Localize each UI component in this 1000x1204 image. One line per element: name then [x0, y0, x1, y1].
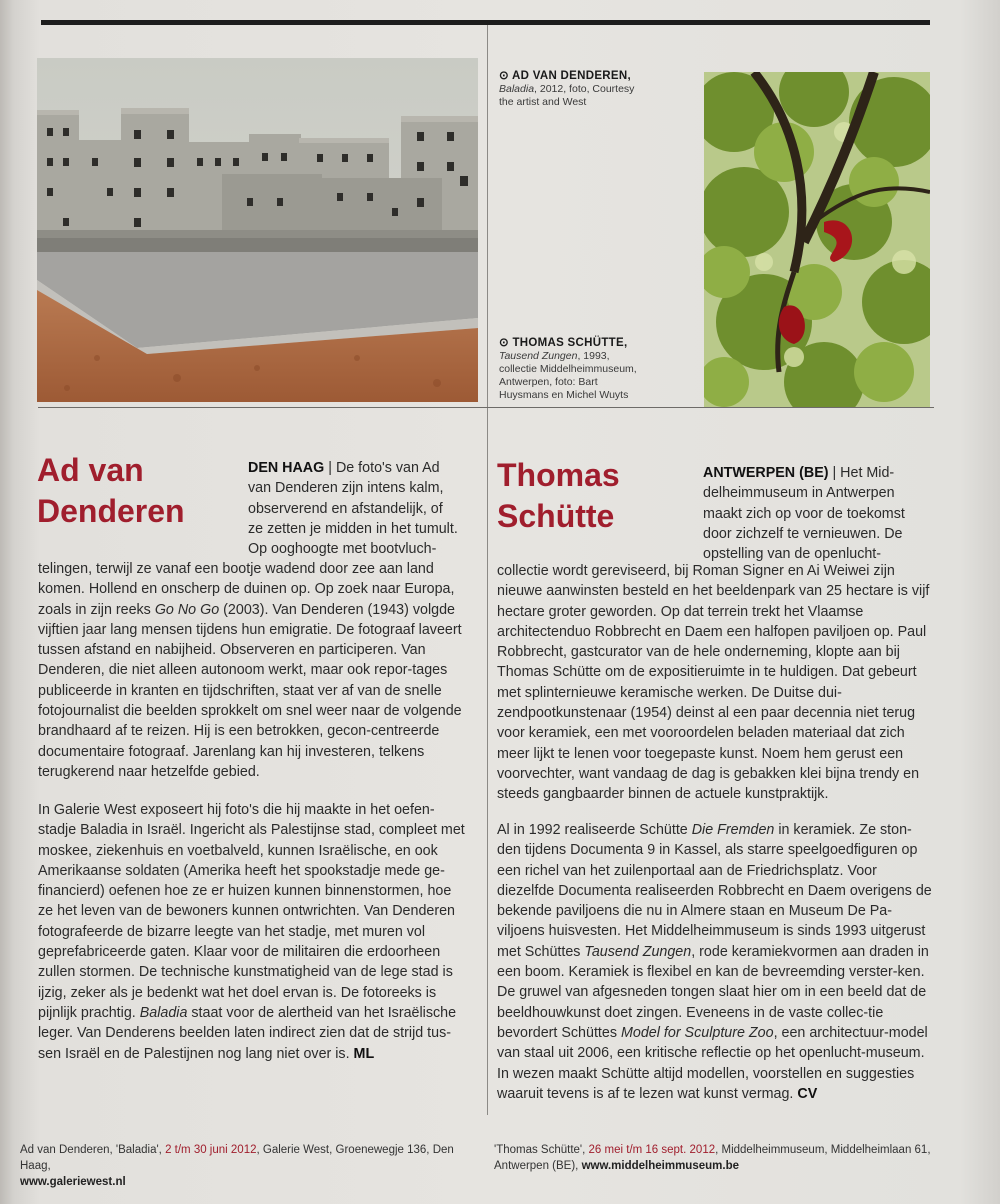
left-p2-italic: Baladia: [139, 1004, 188, 1021]
left-footer-dates: 2 t/m 30 juni 2012: [165, 1144, 257, 1156]
section-rule: [38, 407, 934, 408]
schutte-caption: [499, 337, 639, 402]
baladia-caption: [499, 70, 649, 109]
right-footer-city: Antwerpen (BE),: [494, 1160, 582, 1172]
right-footer-link[interactable]: www.middelheimmuseum.be: [581, 1160, 739, 1172]
right-p2-italic-3: Model for Sculpture Zoo: [620, 1024, 774, 1041]
left-headline: Ad van Denderen: [37, 452, 185, 529]
left-footer-link[interactable]: www.galeriewest.nl: [20, 1176, 126, 1188]
tausend-zungen-photo-image: [704, 72, 930, 407]
baladia-caption-work: Baladia: [499, 83, 535, 95]
left-paragraph-2: [38, 800, 470, 1064]
schutte-caption-detail: , 1993, collectie Middelheimmuseum, Antwerpen, foto: Bart Huysmans en Michel Wuyts: [499, 350, 637, 401]
right-p2-text-2: in keramiek. Ze ston-den tijdens Documenta 9 in Kassel, als starre speelgoedfiguren op een richel van het zuilenportaal aan de Friedrichsplatz. Voor diezelfde Documenta realiseerden Robbrecht en Daem overigens de bekende paviljoens die nu in Almere staan en Museum De Pa-viljoens huisvesten. Het Middelheimmuseum is sinds 1993 uitgerust met Schüttes: [497, 822, 932, 960]
schutte-caption-title: ⊙ THOMAS SCHÜTTE,: [499, 337, 628, 349]
column-divider: [487, 25, 488, 1115]
right-lead-text: Het Mid-delheimmuseum in Antwerpen maakt zich op voor de toekomst door zichzelf te vernieuwen. De opstelling van de openlucht-: [703, 465, 905, 563]
schutte-caption-work: Tausend Zungen: [499, 350, 578, 362]
left-footer-artist: Ad van Denderen,: [20, 1144, 116, 1156]
baladia-caption-detail: , 2012, foto, Courtesy the artist and West: [499, 83, 635, 108]
left-signature: ML: [353, 1045, 375, 1062]
left-footer-venue: , Galerie West, Groenewegje 136, Den Haag,: [20, 1144, 454, 1172]
right-footer: [494, 1142, 934, 1174]
right-footer-sep: ,: [582, 1144, 589, 1156]
left-lead-text: De foto's van Ad van Denderen zijn intens kalm, observerend en afstandelijk, of ze zetten je midden in het tumult. Op ooghoogte met bootvluch-: [248, 460, 458, 558]
left-kicker-separator: |: [324, 460, 336, 476]
right-p2-italic-1: Die Fremden: [691, 822, 775, 838]
right-p2-text-1: Al in 1992 realiseerde Schütte: [497, 822, 692, 838]
right-footer-venue: , Middelheimmuseum, Middelheimlaan 61,: [715, 1144, 931, 1156]
right-kicker: ANTWERPEN (BE): [703, 465, 829, 481]
tausend-zungen-photo: [704, 72, 930, 407]
left-p1-italic: Go No Go: [154, 601, 220, 618]
right-signature: CV: [797, 1085, 818, 1102]
right-footer-title: 'Thomas Schütte': [494, 1144, 583, 1156]
right-kicker-separator: |: [828, 465, 841, 481]
baladia-caption-title: ⊙ AD VAN DENDEREN,: [499, 70, 631, 82]
right-p2-text-3: , rode keramiekvormen aan draden in een boom. Keramiek is flexibel en kan de bevreemding verster-ken. De gruwel van afgesneden tongen slaat hier om in een beeld dat de beeldhouwkunst doet zingen. Eveneens in de vaste collec-tie bevordert Schüttes: [497, 943, 929, 1041]
left-kicker: DEN HAAG: [248, 460, 325, 476]
left-footer-title: 'Baladia': [115, 1144, 159, 1156]
top-rule: [41, 20, 930, 25]
baladia-photo-image: [37, 58, 478, 402]
right-headline: Thomas Schütte: [497, 457, 620, 534]
right-paragraph-1: [497, 561, 933, 805]
left-paragraph-1: [38, 559, 470, 782]
left-p1-text-2: (2003). Van Denderen (1943) volgde vijftien jaar lang mensen tijdens hun emigratie. De fotograaf laveert tussen afstand en nabijheid. Observeren en participeren. Van Denderen, die niet alleen autonoom werkt, maar ook repor-tages publiceerde in kranten en tijdschriften, staat ver af van de snelle fotojournalist die beelden sprokkelt om snel weer naar de volgende brandhaard af te reizen. Hij is een betrokken, gecon-centreerde documentaire fotograaf. Jarenlang kan hij investeren, telkens terugkerend naar hetzelfde gebied.: [38, 601, 462, 780]
right-p1-text: collectie wordt gereviseerd, bij Roman Signer en Ai Weiwei zijn nieuwe aanwinsten besteld en het beeldenpark van 25 hectare is vijf hectare groter geworden. Op dat terrein trekt het Vlaamse architectenduo Robbrecht en Daem een halfopen paviljoen op. Paul Robbrecht, gastcurator van de hele onderneming, klopte aan bij Thomas Schütte om de expositieruimte in te huldigen. Dat gebeurt met splinternieuwe keramische werken. De Duitse dui-zendpootkunstenaar (1954) deinst al een paar decennia niet terug voor keramiek, een met vooroordelen beladen materiaal dat zich meer lijkt te lenen voor toegepaste kunst. Noem hem gerust een voorvechter, want vandaag de dag is gebakken klei bijna trendy en steeds gangbaarder binnen de actuele kunstpraktijk.: [497, 563, 930, 803]
baladia-photo: [37, 58, 478, 402]
left-p1-text-1: telingen, terwijl ze vanaf een bootje wadend door zee aan land komen. Hollend en onscherp de duinen op. Op zoek naar Europa, zoals in zijn reeks: [38, 561, 455, 618]
left-p2-text-2: staat voor de alertheid van het Israëlische leger. Van Denderens beelden laten indirect zien dat de strijd tus-sen Israël en de Palestijnen nog lang niet over is.: [38, 1004, 457, 1062]
right-p2-text-4: , een architectuur-model van staal uit 2006, een kritische reflectie op het openlucht-museum. In wezen maakt Schütte altijd modellen, voorstellen en suggesties waaruit tevens is af te lezen wat kunst vermag.: [497, 1024, 928, 1102]
right-p2-italic-2: Tausend Zungen: [584, 943, 692, 960]
left-lead-paragraph: [248, 458, 461, 559]
left-footer: [20, 1142, 460, 1190]
left-footer-sep: ,: [158, 1144, 166, 1156]
right-lead-paragraph: [703, 463, 923, 564]
right-paragraph-2: [497, 820, 933, 1104]
left-p2-text-1: In Galerie West exposeert hij foto's die hij maakte in het oefen-stadje Baladia in Israël. Ingericht als Palestijnse stad, compleet met moskee, ziekenhuis en voetbalveld, kunnen Israëlische, en ook Amerikaanse soldaten (Amerika heeft het spookstadje mede ge-financierd) oefenen hoe ze er huizen kunnen binnenstormen, hoe ze het leven van de bewoners kunnen ontwrichten. Van Denderen fotografeerde de bizarre leegte van het stadje, met muren vol geprefabriceerde gaten. Klaar voor de militairen die erdoorheen zullen stormen. De technische kunstmatigheid van de lege stad is ijzig, zeker als je bedenkt wat het doel ervan is. De fotoreeks is pijnlijk prachtig.: [38, 802, 465, 1021]
right-footer-dates: 26 mei t/m 16 sept. 2012: [588, 1144, 716, 1156]
